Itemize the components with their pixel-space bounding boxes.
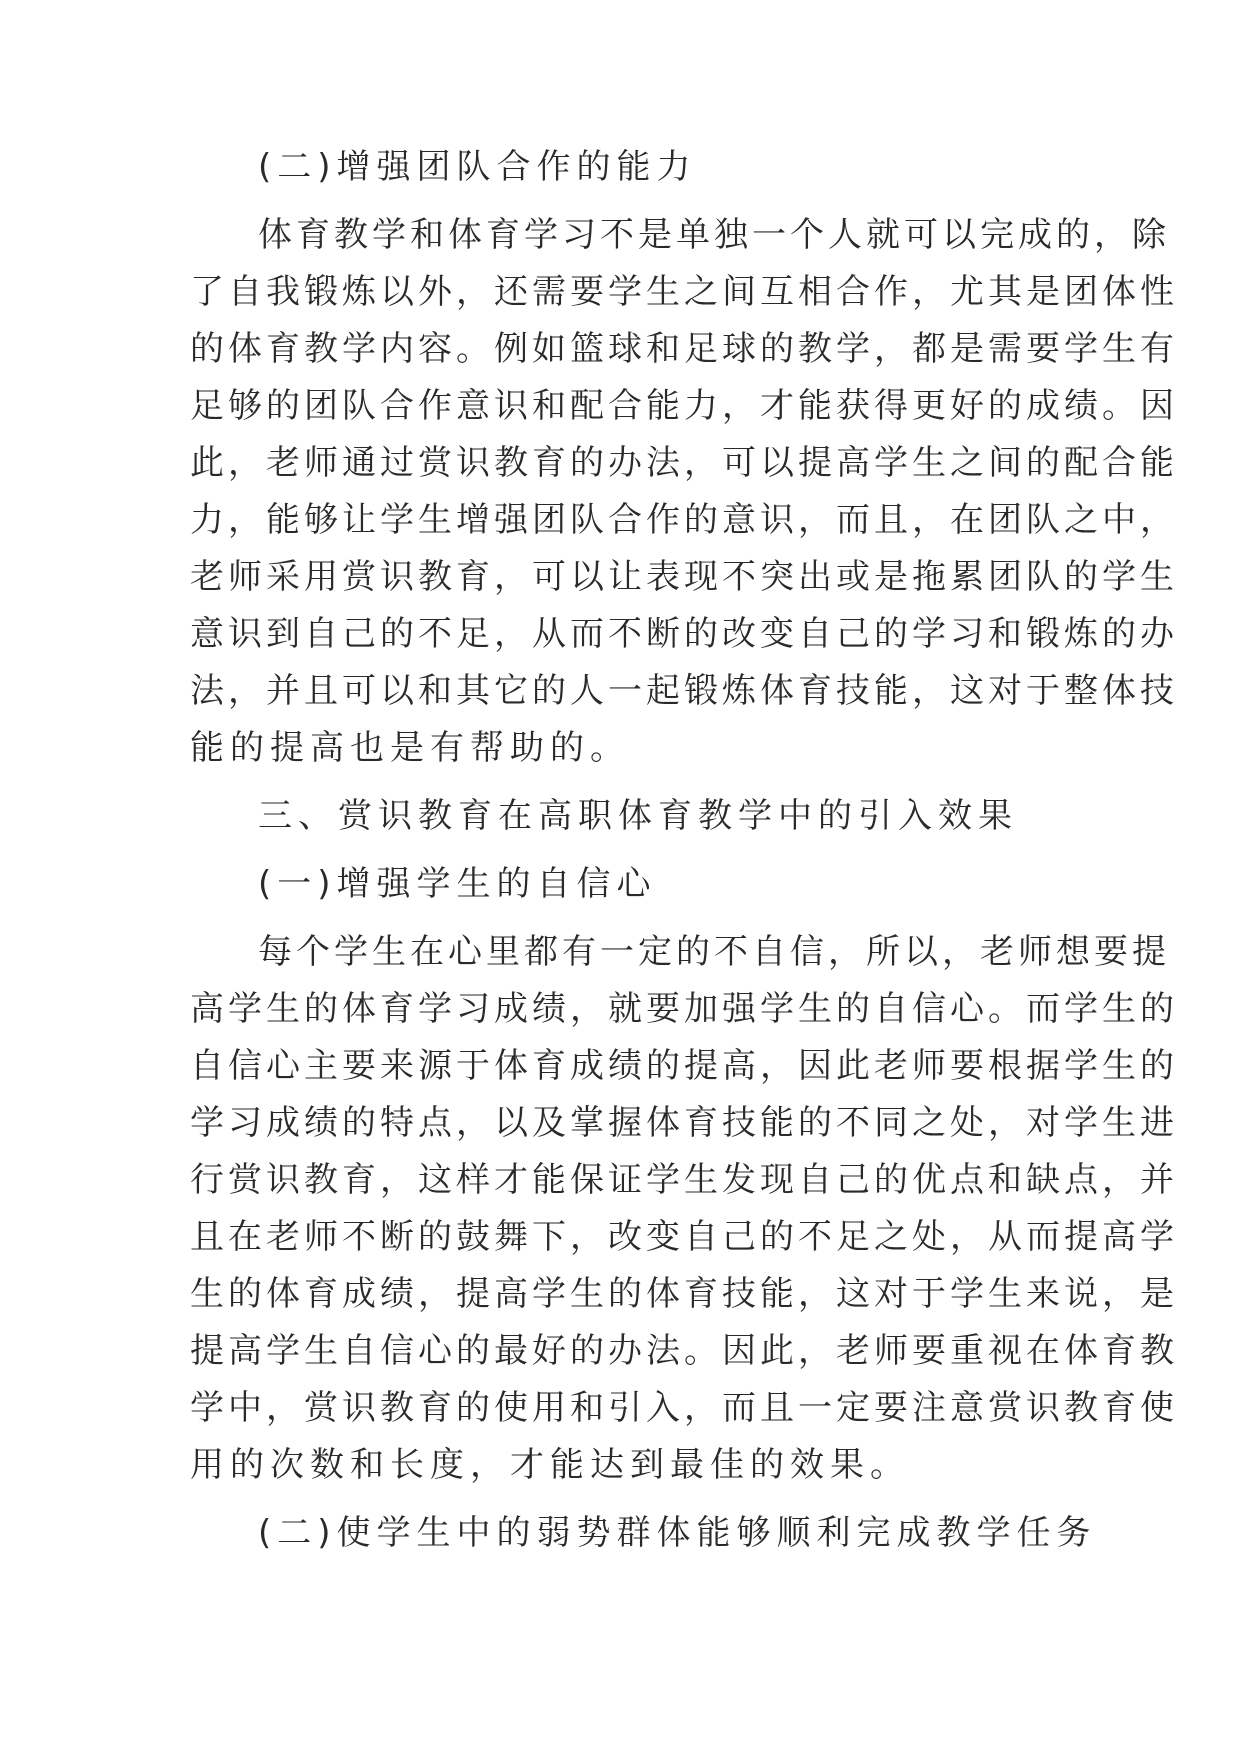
paragraph-line: 老师采用赏识教育，可以让表现不突出或是拖累团队的学生 [190, 557, 1178, 597]
paragraph-line: 生的体育成绩，提高学生的体育技能，这对于学生来说，是 [190, 1274, 1178, 1314]
subheading-weak-groups: (二)使学生中的弱势群体能够顺利完成教学任务 [258, 1513, 1097, 1553]
paragraph-line: 学习成绩的特点，以及掌握体育技能的不同之处，对学生进 [190, 1103, 1178, 1143]
paragraph-line: 用的次数和长度，才能达到最佳的效果。 [190, 1445, 910, 1485]
paragraph-line: 的体育教学内容。例如篮球和足球的教学，都是需要学生有 [190, 329, 1178, 369]
paragraph-line: 法，并且可以和其它的人一起锻炼体育技能，这对于整体技 [190, 671, 1178, 711]
paragraph-line: 力，能够让学生增强团队合作的意识，而且，在团队之中， [190, 500, 1178, 540]
paragraph-line: 此，老师通过赏识教育的办法，可以提高学生之间的配合能 [190, 443, 1178, 483]
paragraph-line: 足够的团队合作意识和配合能力，才能获得更好的成绩。因 [190, 386, 1178, 426]
section-heading-three: 三、赏识教育在高职体育教学中的引入效果 [258, 796, 1018, 836]
paragraph-line: 且在老师不断的鼓舞下，改变自己的不足之处，从而提高学 [190, 1217, 1178, 1257]
paragraph-line: 自信心主要来源于体育成绩的提高，因此老师要根据学生的 [190, 1046, 1178, 1086]
paragraph-line: 学中，赏识教育的使用和引入，而且一定要注意赏识教育使 [190, 1388, 1178, 1428]
subheading-teamwork: (二)增强团队合作的能力 [258, 147, 697, 187]
paragraph-line: 提高学生自信心的最好的办法。因此，老师要重视在体育教 [190, 1331, 1178, 1371]
paragraph-line: 体育教学和体育学习不是单独一个人就可以完成的，除 [258, 215, 1170, 255]
paragraph-line: 能的提高也是有帮助的。 [190, 728, 630, 768]
paragraph-line: 了自我锻炼以外，还需要学生之间互相合作，尤其是团体性 [190, 272, 1178, 312]
paragraph-line: 行赏识教育，这样才能保证学生发现自己的优点和缺点，并 [190, 1160, 1178, 1200]
paragraph-line: 高学生的体育学习成绩，就要加强学生的自信心。而学生的 [190, 989, 1178, 1029]
subheading-confidence: (一)增强学生的自信心 [258, 864, 657, 904]
paragraph-line: 每个学生在心里都有一定的不自信，所以，老师想要提 [258, 932, 1170, 972]
paragraph-line: 意识到自己的不足，从而不断的改变自己的学习和锻炼的办 [190, 614, 1178, 654]
